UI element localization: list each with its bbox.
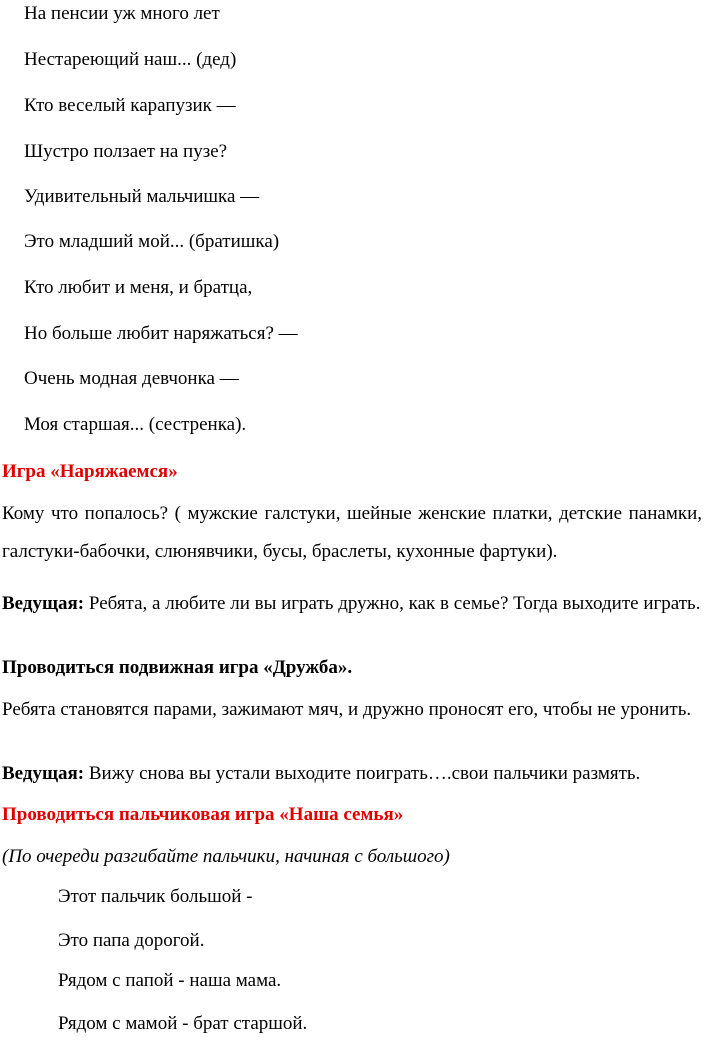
host-label: Ведущая: <box>2 763 85 784</box>
poem-line-4: Шустро ползает на пузе? <box>24 141 228 162</box>
finger-game-instruction: (По очереди разгибайте пальчики, начиная с большого) <box>2 846 450 867</box>
host-paragraph-2 <box>2 762 702 786</box>
game-dressup-heading: Игра «Наряжаемся» <box>2 461 178 482</box>
poem-line-3: Кто веселый карапузик — <box>24 95 236 116</box>
game-friendship-heading: Проводиться подвижная игра «Дружба». <box>2 657 353 678</box>
finger-verse-line-3: Рядом с папой - наша мама. <box>58 970 282 991</box>
poem-line-5: Удивительный мальчишка — <box>24 186 260 207</box>
host-label: Ведущая: <box>2 593 85 614</box>
finger-verse-line-1: Этот пальчик большой - <box>58 886 253 907</box>
game-dressup-text: Кому что попалось? ( мужские галстуки, шейные женские платки, детские панамки, галстуки-бабочки, слюнявчики, бусы, браслеты, кухонные фартуки). <box>2 503 702 562</box>
poem-line-2: Нестареющий наш... (дед) <box>24 49 237 70</box>
host-paragraph-1 <box>2 592 702 616</box>
host-text: Ребята, а любите ли вы играть дружно, как в семье? Тогда выходите играть. <box>84 593 701 614</box>
poem-line-9: Очень модная девчонка — <box>24 368 239 389</box>
poem-line-6: Это младший мой... (братишка) <box>24 231 280 252</box>
game-friendship-text: Ребята становятся парами, зажимают мяч, и дружно проносят его, чтобы не уронить. <box>2 699 692 720</box>
finger-verse-line-2: Это папа дорогой. <box>58 930 205 951</box>
host-text: Вижу снова вы устали выходите поиграть….свои пальчики размять. <box>84 763 641 784</box>
poem-line-1: На пенсии уж много лет <box>24 3 220 24</box>
finger-game-heading: Проводиться пальчиковая игра «Наша семья» <box>2 804 404 825</box>
poem-line-10: Моя старшая... (сестренка). <box>24 414 247 435</box>
poem-line-8: Но больше любит наряжаться? — <box>24 323 298 344</box>
finger-verse-line-4: Рядом с мамой - брат старшой. <box>58 1013 308 1034</box>
poem-line-7: Кто любит и меня, и братца, <box>24 277 253 298</box>
